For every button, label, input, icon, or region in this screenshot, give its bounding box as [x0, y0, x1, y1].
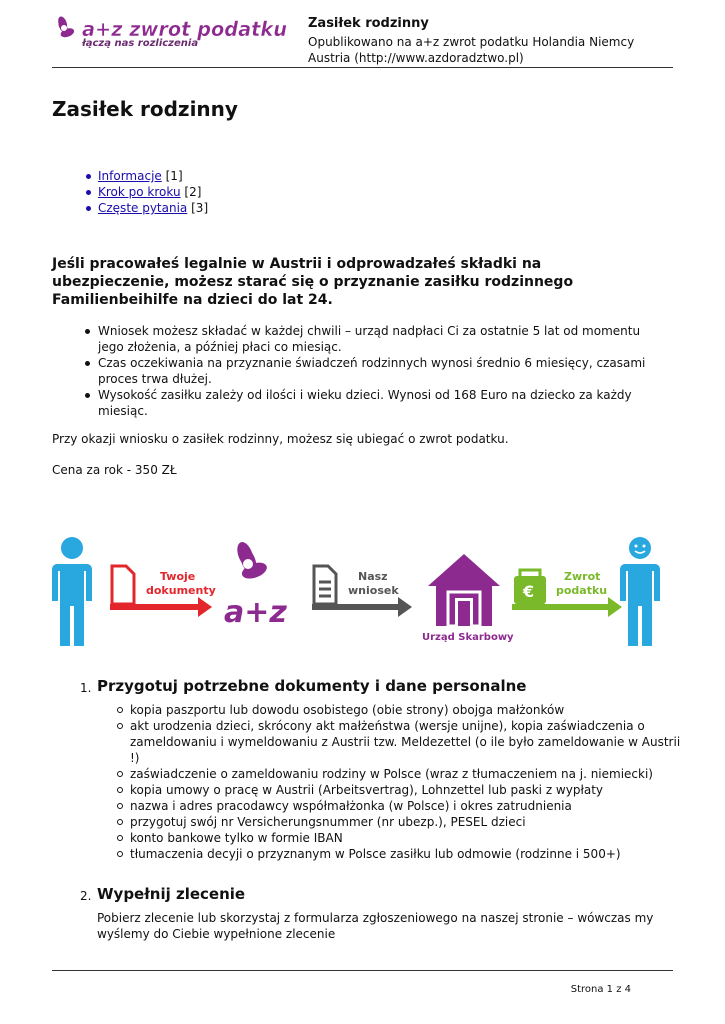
step-1 — [80, 676, 680, 862]
diagram-label-refund-2: podatku — [556, 584, 608, 597]
arrow-icon — [110, 597, 212, 617]
toc-ref: [3] — [191, 201, 209, 215]
toc-link-steps[interactable]: Krok po kroku — [98, 185, 181, 199]
header-doc-title: Zasiłek rodzinny — [308, 16, 429, 31]
step-number: 1. — [80, 681, 92, 695]
diagram-label-office: Urząd Skarbowy — [422, 632, 514, 643]
documents-list — [80, 702, 690, 862]
document-icon — [112, 566, 134, 604]
toc-link-info[interactable]: Informacje — [98, 169, 162, 183]
step-title: Wypełnij zlecenie — [97, 885, 246, 903]
header-divider — [52, 67, 673, 68]
document-item: konto bankowe tylko w formie IBAN — [130, 830, 690, 846]
fact-item: Wniosek możesz składać w każdej chwili – urząd nadpłaci Ci za ostatnie 5 lat od momentu jego złożenia, a później płaci co miesiąc. — [80, 323, 660, 355]
step-title: Przygotuj potrzebne dokumenty i dane personalne — [97, 677, 527, 695]
logo-tagline: łączą nas rozliczenia — [82, 38, 199, 49]
toc-item-info — [78, 168, 208, 184]
euro-icon: € — [523, 582, 535, 601]
flower-icon — [234, 540, 269, 582]
step-number: 2. — [80, 889, 92, 903]
house-icon — [428, 554, 500, 626]
diagram-label-docs-2: dokumenty — [146, 584, 216, 597]
document-item: zaświadczenie o zameldowaniu rodziny w Polsce (wraz z tłumaczeniem na j. niemiecki) — [130, 766, 690, 782]
logo-text: a+z zwrot podatku — [82, 17, 287, 41]
header-published: Opublikowano na a+z zwrot podatku Holandia Niemcy Austria (http://www.azdoradztwo.pl) — [308, 35, 635, 65]
process-diagram — [52, 534, 672, 646]
diagram-label-docs-1: Twoje — [160, 570, 196, 583]
steps-list — [80, 676, 680, 942]
intro-heading: Jeśli pracowałeś legalnie w Austrii i odprowadzałeś składki na ubezpieczenie, możesz starać się o przyznanie zasiłku rodzinnego Familienbeihilfe na dzieci do lat 24. — [52, 256, 574, 308]
footer-divider — [52, 970, 673, 971]
flower-icon — [56, 15, 75, 39]
fact-item: Wysokość zasiłku zależy od ilości i wieku dzieci. Wynosi od 168 Euro na dziecko za każdy miesiąc. — [80, 387, 660, 419]
page-number: Strona 1 z 4 — [570, 984, 631, 995]
step-2 — [80, 884, 680, 942]
facts-list — [80, 323, 660, 419]
document-item: tłumaczenia decyji o przyznanym w Polsce zasiłku lub odmowie (rodzinne i 500+) — [130, 846, 690, 862]
az-logo — [52, 15, 292, 57]
tax-paragraph: Przy okazji wniosku o zasiłek rodzinny, możesz się ubiegać o zwrot podatku. — [52, 432, 509, 446]
step-description: Pobierz zlecenie lub skorzystaj z formularza zgłoszeniowego na naszej stronie – wówczas my wyślemy do Ciebie wypełnione zlecenie — [97, 911, 654, 941]
fact-item: Czas oczekiwania na przyznanie świadczeń rodzinnych wynosi średnio 6 miesięcy, czasami proces trwa dłużej. — [80, 355, 660, 387]
toc-link-faq[interactable]: Częste pytania — [98, 201, 188, 215]
arrow-icon — [312, 597, 412, 617]
price-paragraph: Cena za rok - 350 ZŁ — [52, 463, 177, 477]
toc-item-steps — [78, 184, 208, 200]
table-of-contents — [78, 168, 208, 216]
toc-ref: [2] — [184, 185, 202, 199]
document-item: nazwa i adres pracodawcy współmałżonka (w Polsce) i okres zatrudnienia — [130, 798, 690, 814]
diagram-logo-text: a+z — [224, 595, 287, 630]
diagram-label-refund-1: Zwrot — [564, 570, 601, 583]
document-item: kopia umowy o pracę w Austrii (Arbeitsvertrag), Lohnzettel lub paski z wypłaty — [130, 782, 690, 798]
document-item: kopia paszportu lub dowodu osobistego (obie strony) obojga małżonków — [130, 702, 690, 718]
toc-ref: [1] — [165, 169, 183, 183]
diagram-label-app-1: Nasz — [358, 570, 388, 583]
document-item: akt urodzenia dzieci, skrócony akt małżeństwa (wersje unijne), kopia zaświadczenia o zameldowaniu i wymeldowaniu z Austrii tzw. Meldezettel (o ile było zameldowanie w Austrii !) — [130, 718, 690, 766]
page-title: Zasiłek rodzinny — [52, 97, 238, 121]
form-icon — [314, 566, 336, 604]
person-icon — [52, 537, 92, 646]
toc-item-faq — [78, 200, 208, 216]
document-item: przygotuj swój nr Versicherungsnummer (nr ubezp.), PESEL dzieci — [130, 814, 690, 830]
diagram-label-app-2: wniosek — [348, 584, 399, 597]
smiling-person-icon — [620, 537, 660, 646]
